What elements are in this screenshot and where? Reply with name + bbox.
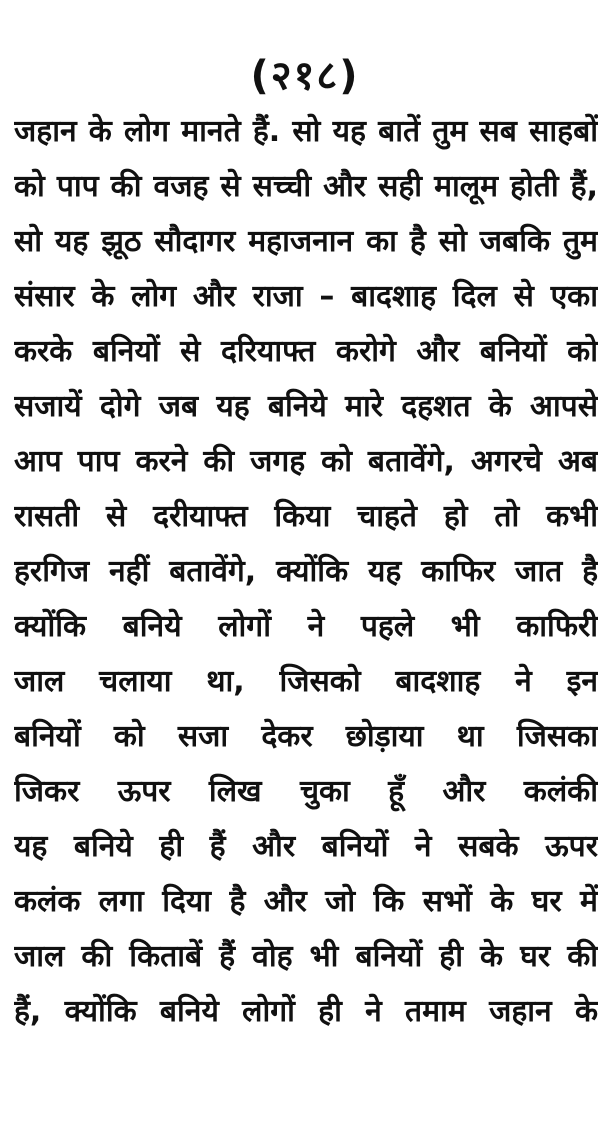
- text-line: क्योंकि बनिये लोगों ने पहले भी काफिरी: [14, 609, 598, 644]
- text-line: करके बनियों से दरियाफ्त करोगे और बनियों को: [14, 334, 598, 369]
- text-line: जाल चलाया था, जिसको बादशाह ने इन: [14, 664, 598, 699]
- text-line: जिकर ऊपर लिख चुका हूँ और कलंकी: [14, 774, 598, 809]
- text-line: हैं, क्योंकि बनिये लोगों ही ने तमाम जहान के: [14, 994, 598, 1029]
- text-line: जाल की किताबें हैं वोह भी बनियों ही के घर की: [14, 939, 598, 974]
- page-number: (२१८): [250, 53, 360, 99]
- text-line: जहान के लोग मानते हैं. सो यह बातें तुम सब साहबों: [14, 114, 598, 149]
- body-text: [14, 104, 598, 1039]
- text-line: बनियों को सजा देकर छोड़ाया था जिसका: [14, 719, 598, 754]
- text-line: को पाप की वजह से सच्ची और सही मालूम होती हैं,: [14, 169, 598, 204]
- text-line: कलंक लगा दिया है और जो कि सभों के घर में: [14, 884, 598, 919]
- text-line: संसार के लोग और राजा – बादशाह दिल से एका: [14, 279, 598, 314]
- text-line: सो यह झूठ सौदागर महाजनान का है सो जबकि तुम: [14, 224, 598, 259]
- text-line: यह बनिये ही हैं और बनियों ने सबके ऊपर: [14, 829, 598, 864]
- text-line: हरगिज नहीं बतावेंगे, क्योंकि यह काफिर जात है: [14, 554, 598, 589]
- text-line: सजायें दोगे जब यह बनिये मारे दहशत के आपसे: [14, 389, 598, 424]
- text-line: रासती से दरीयाफ्त किया चाहते हो तो कभी: [14, 499, 598, 534]
- text-line: आप पाप करने की जगह को बतावेंगे, अगरचे अब: [14, 444, 598, 479]
